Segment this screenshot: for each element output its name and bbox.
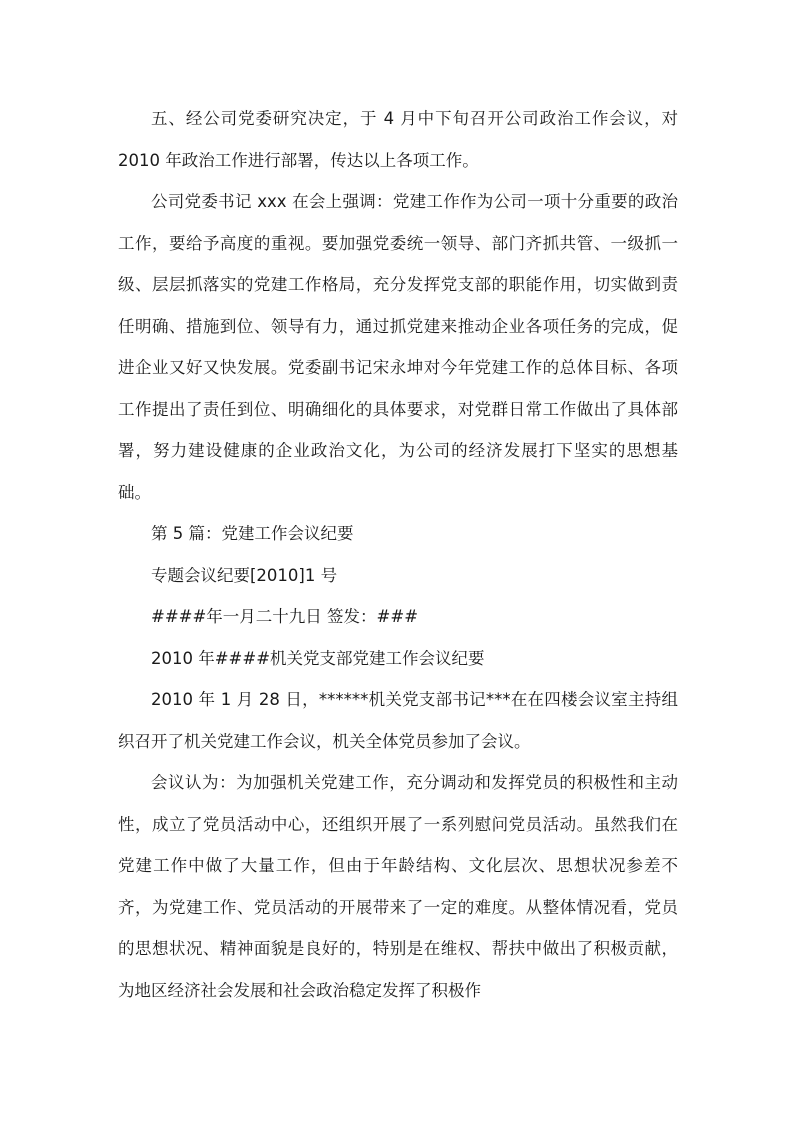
- minutes-title: 2010 年####机关党支部党建工作会议纪要: [151, 648, 485, 668]
- paragraph-secretary-speech: 公司党委书记 xxx 在会上强调：党建工作作为公司一项十分重要的政治工作，要给予高度的重视。要加强党委统一领导、部门齐抓共管、一级抓一级、层层抓落实的党建工作格局，充分发挥党支部的职能作用，切实做到责任明确、措施到位、领导有力，通过抓党建来推动企业各项任务的完成，促进企业又好又快发展。党委副书记宋永坤对今年党建工作的总体目标、各项工作提出了责任到位、明确细化的具体要求，对党群日常工作做出了具体部署，努力建设健康的企业政治文化，为公司的经济发展打下坚实的思想基础。: [118, 192, 678, 502]
- paragraph-meeting-decision: 五、经公司党委研究决定，于 4 月中下旬召开公司政治工作会议，对 2010 年政治工作进行部署，传达以上各项工作。: [118, 109, 678, 170]
- document-body: [118, 98, 678, 1011]
- document-number: 专题会议纪要[2010]1 号: [151, 565, 338, 585]
- paragraph-meeting-conclusion: 会议认为：为加强机关党建工作，充分调动和发挥党员的积极性和主动性，成立了党员活动中心，还组织开展了一系列慰问党员活动。虽然我们在党建工作中做了大量工作，但由于年龄结构、文化层次、思想状况参差不齐，为党建工作、党员活动的开展带来了一定的难度。从整体情况看，党员的思想状况、精神面貌是良好的，特别是在维权、帮扶中做出了积极贡献，为地区经济社会发展和社会政治稳定发挥了积极作: [118, 773, 678, 1000]
- section-heading: 第 5 篇：党建工作会议纪要: [151, 524, 354, 543]
- paragraph-meeting-held: 2010 年 1 月 28 日，******机关党支部书记***在在四楼会议室主持组织召开了机关党建工作会议，机关全体党员参加了会议。: [118, 690, 678, 751]
- issue-date-line: ####年一月二十九日 签发：###: [151, 607, 419, 626]
